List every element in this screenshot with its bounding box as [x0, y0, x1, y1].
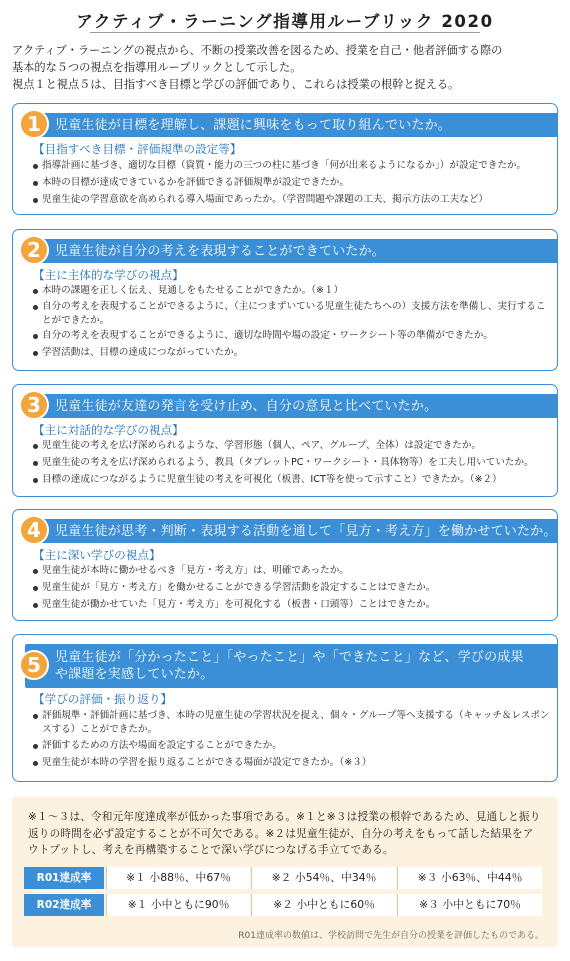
section-subheading: 【主に深い学びの視点】	[33, 548, 161, 562]
bullet-icon	[33, 586, 38, 591]
bullet-item: 児童生徒の考えを広げ深められるような、学習形態（個人、ペア、グループ、全体）は設定できたか。	[33, 439, 551, 453]
bullet-item: 児童生徒の学習意欲を高められる導入場面であったか。（学習問題や課題の工夫、掲示方法の工夫など）	[33, 193, 551, 207]
page-title: アクティブ・ラーニング指導用ルーブリック 2020	[76, 12, 494, 31]
intro-text	[12, 42, 560, 93]
section-number-badge: 3	[19, 390, 49, 420]
bullet-icon	[33, 334, 38, 339]
achievement-row-r01	[24, 867, 542, 889]
bullet-icon	[33, 461, 38, 466]
bullet-icon	[33, 603, 38, 608]
bullet-item: 児童生徒が本時の学習を振り返ることができる場面が設定できたか。（※３）	[33, 756, 551, 770]
section-header	[25, 113, 558, 137]
bullet-icon	[33, 164, 38, 169]
bullet-item: 指導計画に基づき、適切な目標（資質・能力の三つの柱に基づき「何が出来るようになるか」）が設定できたか。	[33, 159, 551, 173]
section-title: 児童生徒が思考・判断・表現する活動を通して「見方・考え方」を働かせていたか。	[55, 524, 557, 539]
bullet-icon	[33, 569, 38, 574]
bullet-icon	[33, 305, 38, 310]
rate-cell: ※１ 小88％、中67％	[106, 867, 250, 889]
achievement-row-r02	[24, 894, 542, 916]
section-subheading: 【目指すべき目標・評価規準の設定等】	[33, 142, 242, 156]
section-subheading: 【主に主体的な学びの視点】	[33, 268, 184, 282]
rate-cell: ※２ 小54％、中34％	[251, 867, 396, 889]
note-text: ※１～３は、令和元年度達成率が低かった事項である。※１と※３は授業の根幹であるため、見通しと振り返りの時間を必ず設定することが不可欠である。※２は児童生徒が、自分の考えをもって話した結果をアウトプットし、考えを再構築することで深い学びにつなげる手立てである。	[28, 811, 541, 856]
section-5	[12, 634, 558, 782]
bullet-item: 自分の考えを表現することができるように、（主につまずいている児童生徒たちへの）支援方法を準備し、実行することができたか。	[33, 300, 551, 327]
section-header	[25, 519, 558, 543]
section-number-badge: 4	[19, 515, 49, 545]
section-header	[25, 239, 558, 263]
bullet-icon	[33, 198, 38, 203]
bullet-icon	[33, 744, 38, 749]
bullet-item: 評価規準・評価計画に基づき、本時の児童生徒の学習状況を捉え、個々・グループ等へ支援する（キャッチ＆レスポンスする）ことができたか。	[33, 709, 551, 736]
section-subheading: 【学びの評価・振り返り】	[33, 692, 173, 706]
section-title: 児童生徒が「分かったこと」「やったこと」や「できたこと」など、学びの成果や課題を実感していたか。	[55, 650, 524, 682]
bullet-item: 学習活動は、目標の達成につながっていたか。	[33, 346, 551, 360]
section-title: 児童生徒が自分の考えを表現することができていたか。	[55, 244, 386, 259]
section-title: 児童生徒が目標を理解し、課題に興味をもって取り組んでいたか。	[55, 118, 452, 133]
section-title: 児童生徒が友達の発言を受け止め、自分の意見と比べていたか。	[55, 399, 438, 414]
section-4	[12, 509, 558, 621]
bullet-icon	[33, 351, 38, 356]
section-number-badge: 5	[19, 650, 49, 680]
section-2	[12, 229, 558, 371]
section-number-badge: 2	[19, 235, 49, 265]
rate-cell: ※３ 小中ともに70％	[397, 894, 542, 916]
bullet-item: 児童生徒が働かせていた「見方・考え方」を可視化する（板書・口頭等）ことはできたか。	[33, 598, 551, 612]
bullet-item: 自分の考えを表現することができるように、適切な時間や場の設定・ワークシート等の準備ができたか。	[33, 329, 551, 343]
bullet-item: 児童生徒が「見方・考え方」を働かせることができる学習活動を設定することはできたか。	[33, 581, 551, 595]
bullet-item: 評価するための方法や場面を設定することができたか。	[33, 739, 551, 753]
note-footnote: R01達成率の数値は、学校訪問で先生が自分の授業を評価したものである。	[238, 931, 544, 941]
bullet-icon	[33, 714, 38, 719]
bullet-icon	[33, 289, 38, 294]
bullet-item: 児童生徒の考えを広げ深められるよう、教具（タブレットPC・ワークシート・具体物等）を工夫し用いていたか。	[33, 456, 551, 470]
section-subheading: 【主に対話的な学びの視点】	[33, 423, 184, 437]
intro-line: アクティブ・ラーニングの視点から、不断の授業改善を図るため、授業を自己・他者評価する際の	[12, 44, 503, 57]
bullet-icon	[33, 478, 38, 483]
title-underline	[90, 32, 480, 33]
bullet-item: 目標の達成につながるように児童生徒の考えを可視化（板書、ICT等を使って示すこと）できたか。（※２）	[33, 473, 551, 487]
section-3	[12, 384, 558, 497]
rate-cell: ※１ 小中ともに90％	[106, 894, 250, 916]
section-1	[12, 103, 558, 215]
bullet-item: 本時の目標が達成できているかを評価できる評価規準が設定できたか。	[33, 176, 551, 190]
bullet-icon	[33, 444, 38, 449]
intro-line: 基本的な５つの視点を指導用ルーブリックとして示した。	[12, 61, 302, 74]
rate-cell: ※３ 小63％、中44％	[397, 867, 542, 889]
section-header	[25, 394, 558, 418]
row-label: R01達成率	[24, 867, 104, 889]
bullet-item: 児童生徒が本時に働かせるべき「見方・考え方」は、明確であったか。	[33, 564, 551, 578]
bullet-item: 本時の課題を正しく伝え、見通しをもたせることができたか。（※１）	[33, 284, 551, 298]
section-header	[25, 644, 558, 688]
bullet-icon	[33, 181, 38, 186]
rate-cell: ※２ 小中ともに60％	[251, 894, 396, 916]
row-label: R02達成率	[24, 894, 104, 916]
achievement-note-box	[12, 797, 558, 947]
intro-line: 視点１と視点５は、目指すべき目標と学びの評価であり、これらは授業の根幹と捉える。	[12, 78, 460, 91]
bullet-icon	[33, 761, 38, 766]
section-number-badge: 1	[19, 109, 49, 139]
